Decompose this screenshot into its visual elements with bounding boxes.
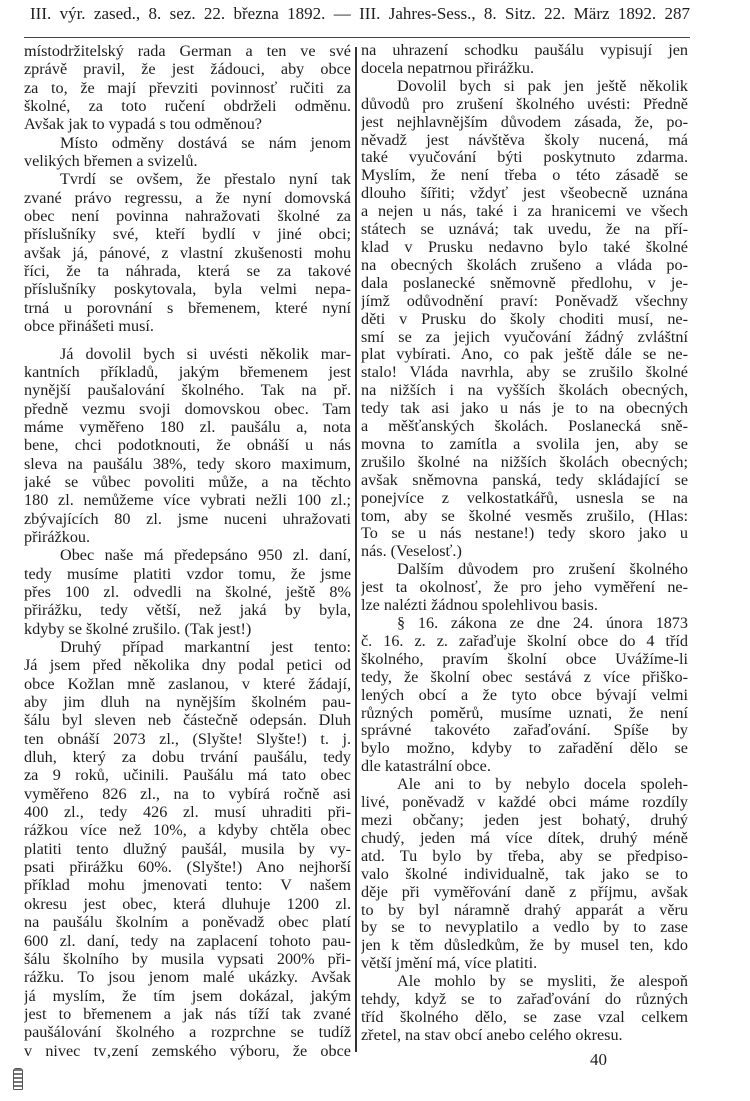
text-line: jímž odůvodnění praví: Poněvadž všechny: [361, 292, 688, 310]
text-line: dlouho šířiti; vždyť jest všeobecně uznána: [361, 185, 688, 203]
text-line: Ale mohlo by se mysliti, že alespoň: [397, 973, 688, 991]
text-line: tedy tak asi jako u nás je to na obecných: [361, 400, 688, 418]
text-line: kantních příkladů, jakým břemenem jest: [24, 362, 351, 381]
text-line: Ale ani to by nebylo docela spoleh-: [397, 776, 688, 794]
paragraph: [361, 615, 688, 776]
text-line: dle katastrální obce.: [361, 758, 491, 776]
text-line: rážkou více než 10%, a kdyby chtěla obec: [24, 821, 351, 840]
text-line: zbývajících 80 zl. jsme nuceni uhražovati: [24, 509, 351, 528]
text-line: nynější paušalování školného. Tak na př.: [24, 381, 351, 400]
text-line: obec není povinna nahražovati školné za: [24, 207, 351, 226]
text-line: za to, že mají převziti povinnosť ručiti za: [24, 78, 351, 97]
text-line: zprávě pravil, že jest žádouci, aby obce: [24, 60, 351, 79]
text-line: na nižších i na vyšších školách obecných,: [361, 382, 688, 400]
text-line: kdyby se školné zrušilo. (Tak jest!): [24, 619, 252, 638]
text-line: přes 100 zl. odvedli na školné, ještě 8%: [24, 582, 351, 601]
text-line: docela nepatrnou přirážku.: [361, 59, 535, 77]
text-line: máme vyměřeno 180 zl. paušálu a, nota: [24, 417, 351, 436]
paragraph: [24, 638, 351, 1060]
text-line: dluh, který za dobu trvání paušálu, tedy: [24, 748, 351, 767]
text-line: Myslím, že není třeba o této zásadě se: [361, 167, 688, 185]
text-line: psati přirážku 60%. (Slyšte!) Ano nejhorší: [24, 858, 351, 877]
text-line: velikých břemen a svizelů.: [24, 152, 198, 171]
header-rule: [24, 37, 690, 38]
text-line: zrušilo školné na nižších školách obecných;: [361, 453, 688, 471]
text-line: stalo! Vláda navrhla, aby se zrušilo školné: [361, 364, 688, 382]
text-line: platiti tento dlužný paušál, musila by vy-: [24, 839, 351, 858]
paragraph: [361, 973, 688, 1045]
text-line: Dovolil bych si pak jen ještě několik: [397, 77, 688, 95]
text-line: movna to zamítla a svolila jen, aby se: [361, 435, 688, 453]
text-line: Obec naše má předepsáno 950 zl. daní,: [60, 546, 351, 565]
text-line: ponejvíce z velkostatkářů, usnesla se na: [361, 489, 688, 507]
text-line: říci, že ta náhrada, která se za takové: [24, 262, 351, 281]
paragraph: [24, 345, 351, 547]
text-line: já myslím, že tím jsem dokázal, jakým: [24, 986, 351, 1005]
library-stamp-icon: [13, 1068, 23, 1090]
paragraph: [361, 776, 688, 973]
text-line: školné, za toto ručení obdrželi odměnu.: [24, 97, 351, 116]
text-line: lze nalézti žádnou spolehlivou basis.: [361, 597, 598, 615]
text-line: aby jim dluh na nynějším školném pau-: [24, 693, 351, 712]
text-line: na paušálu školním a poněvadž obec platí: [24, 913, 351, 932]
paragraph: [24, 546, 351, 638]
text-line: něvadž jest návštěva školy nucená, má: [361, 131, 688, 149]
text-line: atd. Tu bylo by třeba, aby se předpiso-: [361, 847, 688, 865]
text-line: na uhrazení schodku paušálu vypisují jen: [361, 42, 688, 59]
column-divider: [355, 47, 357, 1052]
paragraph: [24, 134, 351, 171]
text-line: paušálování školného a rozprchne se tudíž: [24, 1023, 351, 1042]
text-line: v nivec tv‚zení zemského výboru, že obce: [24, 1041, 351, 1060]
text-line: tedy, že školní obec sestává z více přiško-: [361, 668, 688, 686]
text-line: děje při vyměřování daně z příjmu, avšak: [361, 883, 688, 901]
text-line: školného, pravím školní obce Uvážíme-li: [361, 650, 688, 668]
text-line: Já jsem před několika dny podal petici od: [24, 656, 351, 675]
text-line: různých poměrů, musíme uznati, že není: [361, 704, 688, 722]
text-line: příklad mohu jmenovati tento: V našem: [24, 876, 351, 895]
text-line: děti v Prusku do školy choditi musí, ne-: [361, 310, 688, 328]
text-line: předně vezmu svoji domovskou obec. Tam: [24, 399, 351, 418]
sheet-number: 40: [590, 1050, 607, 1069]
text-line: zvané právo regressu, a že nyní domovská: [24, 188, 351, 207]
text-line: klad v Prusku nedavno bylo také školné: [361, 238, 688, 256]
text-line: okresu jest obec, která dluhuje 1200 zl.: [24, 894, 351, 913]
text-line: jest to břemenem a jak nás tíží tak zvané: [24, 1004, 351, 1023]
text-line: by se to nevyplatilo a vedlo by to zase: [361, 919, 688, 937]
text-line: to by byl náramně drahý apparát a věru: [361, 901, 688, 919]
text-line: Dalším důvodem pro zrušení školného: [397, 561, 688, 579]
text-line: jest nejhlavnějším důvodem zásada, že, po-: [361, 113, 688, 131]
text-line: sleva na paušálu 38%, tedy skoro maximum,: [24, 454, 351, 473]
text-line: avšak sněmovna panská, tedy skládající se: [361, 471, 688, 489]
text-line: obce přinášeti musí.: [24, 317, 154, 336]
text-line: avšak já, pánové, z vlastní zkušenosti mohu: [24, 243, 351, 262]
text-line: příslušníky své, kteří bydlí v jiné obci;: [24, 225, 351, 244]
text-line: plat vybírati. Ano, co pak ještě dále se ne-: [361, 346, 688, 364]
text-line: trná u porovnání s břemenem, které nyní: [24, 298, 351, 317]
text-line: livé, poněvadž v každé obci máme rozdíly: [361, 794, 688, 812]
text-line: To se u nás nestane!) tedy skoro jako u: [361, 525, 688, 543]
text-line: jaké se vůbec povoliti může, a na těchto: [24, 472, 351, 491]
text-line: příslušníky poskytovala, byla velmi nepa-: [24, 280, 351, 299]
text-line: chudý, jeden má více dítek, druhý méně: [361, 829, 688, 847]
text-line: také vyučování býti poskytnuto zdarma.: [361, 149, 688, 167]
text-line: šálu školního by musila vypsati 200% při-: [24, 949, 351, 968]
text-line: ten obnáší 2073 zl., (Slyšte! Slyšte!) t. j.: [24, 729, 351, 748]
text-line: státech se uznává; tak uvedu, že na pří-: [361, 221, 688, 239]
paragraph: [361, 78, 688, 561]
text-line: vyměřeno 826 zl., na to vybírá ročně asi: [24, 784, 351, 803]
right-column: [361, 42, 688, 1045]
text-line: valo školné individualně, tak jako se to: [361, 865, 688, 883]
text-line: zřetel, na stav obcí anebo celého okresu.: [361, 1026, 623, 1044]
text-line: za 9 roků, učinili. Paušálu má tato obec: [24, 766, 351, 785]
text-line: Místo odměny dostává se nám jenom: [60, 133, 351, 152]
text-line: § 16. zákona ze dne 24. února 1873: [397, 615, 688, 632]
text-line: na obecných školách zrušeno a vláda po-: [361, 256, 688, 274]
left-column: [24, 42, 351, 1060]
text-line: bylo možno, kdyby to zařadění dělo se: [361, 740, 688, 758]
text-line: tedy musíme platiti vzdor tomu, že jsme: [24, 564, 351, 583]
text-line: mezi občany; jeden jest bohatý, druhý: [361, 811, 688, 829]
text-line: 600 zl. daní, tedy na zaplacení tohoto pau-: [24, 931, 351, 950]
text-line: 180 zl. nemůžeme více vybrati nežli 100 zl.;: [24, 491, 351, 510]
paragraph: [361, 42, 688, 78]
text-line: tříd školného dělo, se zase vzal celkem: [361, 1008, 688, 1026]
text-line: dala poslanecké sněmovně předlohu, v je-: [361, 274, 688, 292]
text-line: č. 16. z. z. zařaďuje školní obce do 4 tříd: [361, 632, 688, 650]
text-line: šálu byl sleven neb částečně odepsán. Dluh: [24, 711, 351, 730]
text-line: Avšak jak to vypadá s tou odměnou?: [24, 115, 262, 134]
text-line: jen k těm důsledkům, že by musel ten, kdo: [361, 937, 688, 955]
text-line: větší jmění má, více platiti.: [361, 955, 538, 973]
text-line: a měšťanských školách. Poslanecká sně-: [361, 418, 688, 436]
text-line: nás. (Veselosť.): [361, 543, 462, 561]
text-line: důvodů pro zrušení školného uvésti: Předně: [361, 95, 688, 113]
text-line: Tvrdí se ovšem, že přestalo nyní tak: [60, 170, 351, 189]
text-line: přirážkou.: [24, 527, 91, 546]
text-line: Já dovolil bych si uvésti několik mar-: [60, 344, 351, 363]
paragraph: [361, 561, 688, 615]
text-line: místodržitelský rada German a ten ve své: [24, 42, 351, 60]
text-line: obce Kožlan mně zaslanou, v které žádají,: [24, 674, 351, 693]
paragraph: [24, 170, 351, 335]
text-line: bene, chci podotknouti, že obnáší u nás: [24, 436, 351, 455]
text-line: jest ta okolnosť, že pro jeho vyměření ne-: [361, 579, 688, 597]
text-line: a nejen u nás, také i za hranicemi ve všech: [361, 203, 688, 221]
text-line: přirážku, tedy větší, než jaká by byla,: [24, 601, 351, 620]
text-line: smí se za jejich vyučování žádný zvláštní: [361, 328, 688, 346]
text-line: správné takovéto zařaďování. Spíše by: [361, 722, 688, 740]
text-line: tom, aby se školné vesměs zrušilo, (Hlas:: [361, 507, 688, 525]
text-line: lených obcí a že tyto obce bývají velmi: [361, 686, 688, 704]
text-line: rážku. To jsou jenom malé ukázky. Avšak: [24, 968, 351, 987]
text-line: Druhý případ markantní jest tento:: [60, 638, 351, 656]
running-header: III. výr. zased., 8. sez. 22. března 1892. — III. Jahres-Sess., 8. Sitz. 22. März 1892. 287: [30, 4, 690, 23]
paragraph: [24, 42, 351, 134]
text-line: tehdy, když se to zařaďování do různých: [361, 991, 688, 1009]
text-line: 400 zl., tedy 426 zl. musí uhraditi při-: [24, 803, 351, 822]
